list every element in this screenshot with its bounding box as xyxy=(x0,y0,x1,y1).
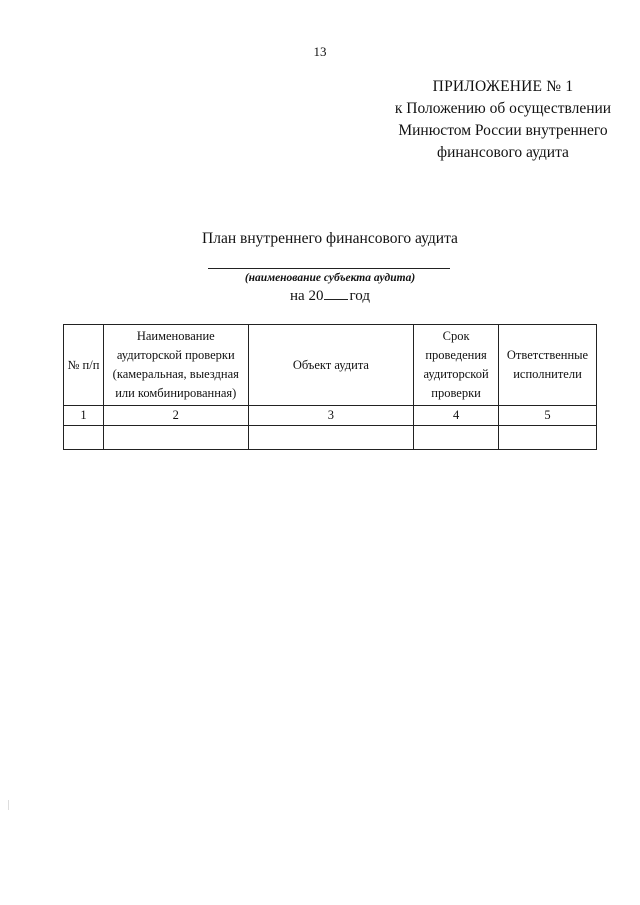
subject-underline xyxy=(208,268,450,269)
plan-title: План внутреннего финансового аудита xyxy=(202,230,458,247)
appendix-header xyxy=(385,76,621,164)
table-cell xyxy=(414,426,499,450)
column-number: 3 xyxy=(248,406,413,426)
year-suffix: год xyxy=(349,288,370,304)
header-number: № п/п xyxy=(64,325,104,406)
header-audit-period: Срок проведения аудиторской проверки xyxy=(414,325,499,406)
appendix-line: к Положению об осуществлении xyxy=(394,100,612,117)
subject-caption: (наименование субъекта аудита) xyxy=(244,272,416,284)
header-audit-name: Наименование аудиторской проверки (камеральная, выездная или комбинированная) xyxy=(103,325,248,406)
plan-year xyxy=(0,287,640,305)
header-responsible: Ответственные исполнители xyxy=(499,325,597,406)
table-row xyxy=(64,426,597,450)
table-row xyxy=(64,406,597,426)
column-number: 2 xyxy=(103,406,248,426)
column-number: 4 xyxy=(414,406,499,426)
table-cell xyxy=(248,426,413,450)
audit-plan-table xyxy=(63,324,597,450)
table-header-row xyxy=(64,325,597,406)
year-prefix: на 20 xyxy=(290,288,324,304)
header-audit-object: Объект аудита xyxy=(248,325,413,406)
table-cell xyxy=(499,426,597,450)
table-cell xyxy=(64,426,104,450)
page-number: 13 xyxy=(313,44,327,59)
year-blank xyxy=(324,287,348,300)
column-number: 5 xyxy=(499,406,597,426)
appendix-title: ПРИЛОЖЕНИЕ № 1 xyxy=(432,78,574,95)
appendix-line: Минюстом России внутреннего xyxy=(398,122,608,139)
appendix-line: финансового аудита xyxy=(437,144,569,161)
table-cell xyxy=(103,426,248,450)
scan-mark xyxy=(8,800,9,810)
column-number: 1 xyxy=(64,406,104,426)
